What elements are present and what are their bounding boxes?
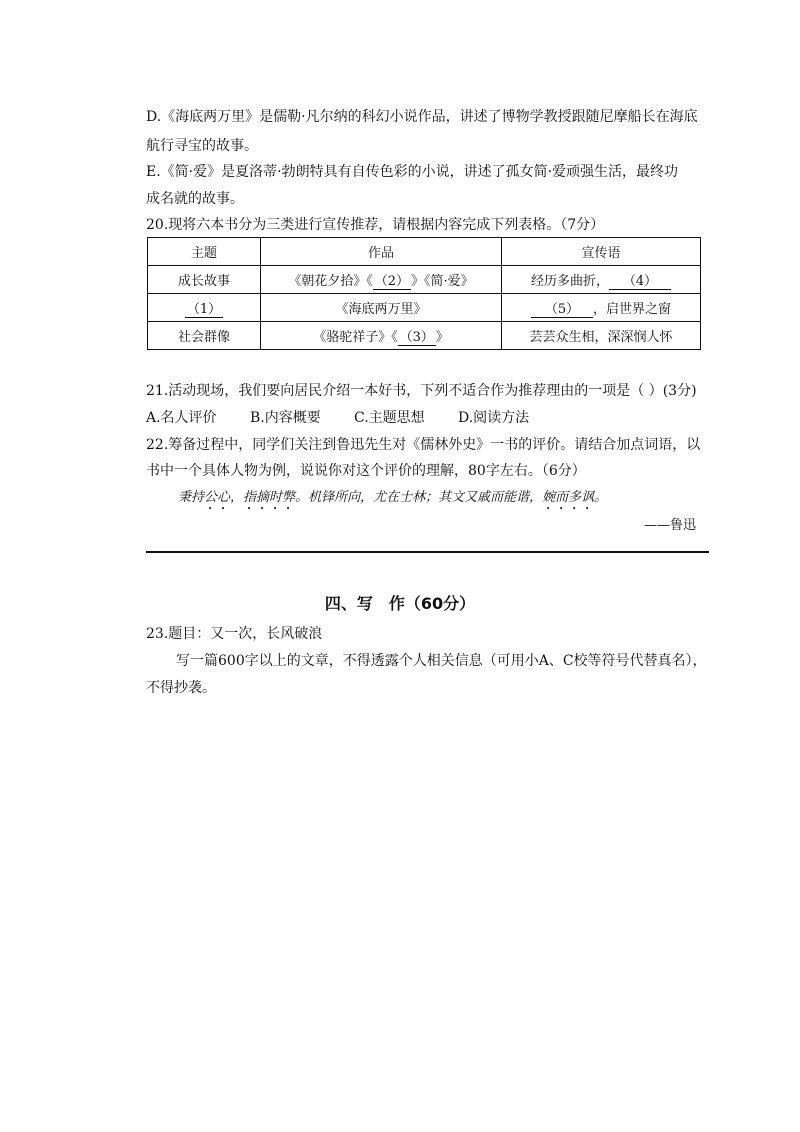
works-text: 》 bbox=[435, 329, 449, 345]
quote-text: 。机锋所向，尤在士林；其文又戚而能谐， bbox=[295, 490, 543, 505]
header-works: 作品 bbox=[261, 238, 502, 266]
quote-text: 秉持 bbox=[178, 490, 205, 505]
quote-dotted: 公心 bbox=[204, 490, 231, 505]
q22-line2: 书中一个具体人物为例，说说你对这个评价的理解，80字左右。（6分） bbox=[146, 463, 586, 479]
q20-prompt: 20.现将六本书分为三类进行宣传推荐，请根据内容完成下列表格。（7分） bbox=[146, 217, 605, 233]
cell-theme: 社会群像 bbox=[148, 322, 261, 350]
q23-title: 23.题目：又一次，长风破浪 bbox=[146, 626, 323, 642]
option-e-line1: E.《简·爱》是夏洛蒂·勃朗特具有自传色彩的小说，讲述了孤女简·爱顽强生活，最终功 bbox=[146, 164, 679, 180]
cell-slogan bbox=[502, 294, 701, 322]
luxun-quote bbox=[178, 486, 607, 513]
blank-4: （4） bbox=[609, 270, 671, 290]
table-row bbox=[148, 322, 701, 350]
choice-d: D.阅读方法 bbox=[458, 410, 530, 426]
choice-a: A.名人评价 bbox=[146, 410, 217, 426]
table-row bbox=[148, 266, 701, 294]
works-text: 》《简·爱》 bbox=[410, 273, 474, 289]
header-theme: 主题 bbox=[148, 238, 261, 266]
promotion-table bbox=[147, 237, 701, 350]
blank-5: （5） bbox=[531, 298, 593, 318]
cell-theme bbox=[148, 294, 261, 322]
cell-slogan bbox=[502, 266, 701, 294]
cell-works bbox=[261, 322, 502, 350]
option-d-line2: 航行寻宝的故事。 bbox=[146, 138, 258, 154]
blank-2: （2） bbox=[373, 270, 411, 290]
blank-3: （3） bbox=[398, 326, 436, 346]
q21-prompt: 21.活动现场，我们要向居民介绍一本好书，下列不适合作为推荐理由的一项是（ ）(3分) bbox=[146, 383, 697, 399]
choice-c: C.主题思想 bbox=[354, 410, 425, 426]
quote-text: ， bbox=[230, 490, 244, 505]
blank-1: （1） bbox=[185, 298, 223, 318]
quote-attribution: ——鲁迅 bbox=[644, 518, 697, 533]
choice-b: B.内容概要 bbox=[250, 410, 321, 426]
quote-dotted: 婉而多讽 bbox=[542, 490, 595, 505]
cell-works bbox=[261, 266, 502, 294]
cell-theme: 成长故事 bbox=[148, 266, 261, 294]
works-text: 《朝花夕拾》《 bbox=[288, 273, 373, 289]
slogan-text: 经历多曲折， bbox=[530, 273, 609, 289]
option-d-line1: D.《海底两万里》是儒勒·凡尔纳的科幻小说作品，讲述了博物学教授跟随尼摩船长在海底 bbox=[146, 109, 698, 125]
q21-choices bbox=[146, 407, 562, 427]
cell-slogan: 芸芸众生相，深深悯人怀 bbox=[502, 322, 701, 350]
slogan-text: ，启世界之窗 bbox=[592, 301, 671, 317]
section-heading: 四、写 作（60分） bbox=[324, 594, 476, 613]
section-divider bbox=[146, 551, 709, 553]
option-e-line2: 成名就的故事。 bbox=[146, 191, 244, 207]
quote-text: 。 bbox=[594, 490, 608, 505]
q23-requirement-line2: 不得抄袭。 bbox=[146, 680, 216, 696]
header-slogan: 宣传语 bbox=[502, 238, 701, 266]
q22-line1: 22.筹备过程中，同学们关注到鲁迅先生对《儒林外史》一书的评价。请结合加点词语，以 bbox=[146, 437, 701, 453]
table-header-row bbox=[148, 238, 701, 266]
q23-requirement-line1: 写一篇600字以上的文章，不得透露个人相关信息（可用小A、C校等符号代替真名）， bbox=[176, 653, 707, 669]
quote-dotted: 指摘时弊 bbox=[243, 490, 296, 505]
cell-works: 《海底两万里》 bbox=[261, 294, 502, 322]
works-text: 《骆驼祥子》《 bbox=[313, 329, 398, 345]
table-row bbox=[148, 294, 701, 322]
